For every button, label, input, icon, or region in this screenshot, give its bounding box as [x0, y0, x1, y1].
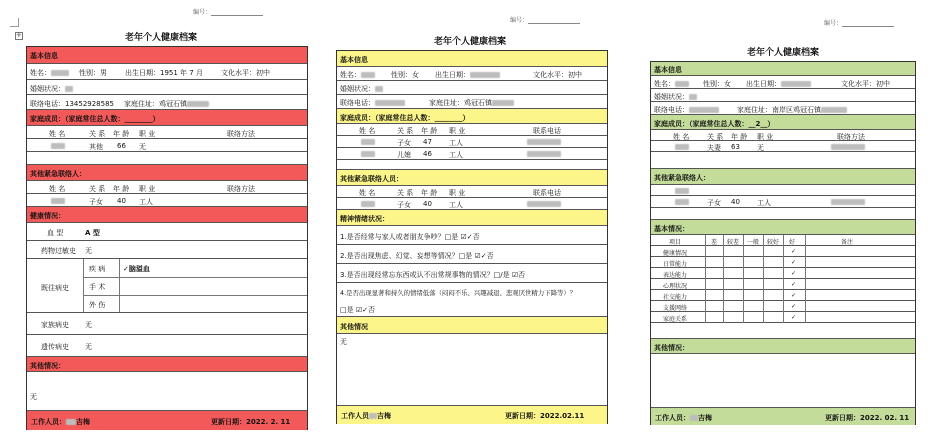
section-basic-info: 基本信息 [337, 51, 607, 67]
row-name: 姓名： 性别：女 出生日期： 文化水平：初中 [651, 76, 915, 89]
row-contact: 联络电话： 家庭住址：鸡冠石镇 [337, 95, 607, 109]
row-marital: 婚姻状况： [27, 80, 307, 95]
other-body: 无 [27, 372, 307, 411]
section-family: 家庭成员：（家庭常住总人数：__2__） [651, 115, 915, 130]
row-marital: 婚姻状况： [337, 81, 607, 95]
table-move-icon[interactable]: ✛ [16, 32, 22, 39]
question-4: 4.是否出现显著和持久的情绪低落（闷闷不乐、兴趣减退、悲观厌世精力下降等）？ □是 ☑✓否 [337, 283, 607, 317]
section-basic-info: 基本信息 [27, 47, 307, 64]
emergency-table-row: 子女 40 工人 [27, 194, 307, 207]
condition-row: 表达能力 ✓ [651, 268, 915, 279]
row-family-history: 家族病史 无 [27, 313, 307, 335]
footer-row: 工作人员 吉梅 更新日期：2022.02.11 [337, 406, 607, 424]
page-title: 老年个人健康档案 [433, 37, 506, 47]
emergency-table-row: 子女 40 工人 [651, 196, 915, 208]
condition-row: 心理状况 ✓ [651, 279, 915, 290]
number-field: 编号： [510, 15, 580, 24]
row-name: 姓名： 性别：女 出生日期： 文化水平：初中 [337, 67, 607, 81]
emergency-table-row: 子女 40 工人 [337, 198, 607, 210]
condition-row: 支援网络 ✓ [651, 301, 915, 312]
page-3 [638, 0, 928, 440]
section-other: 其他情况： [27, 357, 307, 372]
page-2 [325, 0, 615, 440]
condition-row: 家庭关系 ✓ [651, 312, 915, 323]
section-emergency: 其他紧急联络人： [651, 169, 915, 185]
family-table-head: 姓 名 关 系 年 龄 职 业 联系电话 [337, 124, 607, 136]
row-contact: 联络电话： 家庭住址：南岸区鸡冠石镇 [651, 102, 915, 115]
row-allergy: 药物过敏史 无 [27, 241, 307, 259]
page-1 [8, 0, 314, 440]
condition-row: 健康情况 ✓ [651, 246, 915, 257]
family-table-row: 夫妻 63 无 [651, 141, 915, 152]
page-title: 老年个人健康档案 [124, 33, 197, 43]
row-name: 姓名： 性别：男 出生日期：1951 年 7 月 文化水平：初中 [27, 64, 307, 80]
section-emergency: 其他紧急联络人员： [337, 170, 607, 186]
section-mental: 精神情绪状况： [337, 210, 607, 226]
family-table-head: 姓 名 关 系 年 龄 职 业 联络方法 [651, 130, 915, 141]
family-table-empty [27, 152, 307, 165]
family-table-head: 姓 名 关 系 年 龄 职 业 联络方法 [27, 126, 307, 139]
emergency-table-head: 姓 名 关 系 年 龄 职 业 联系电话 [337, 186, 607, 198]
emergency-table-empty [651, 208, 915, 220]
emergency-table-head: 姓 名 关 系 年 龄 职 业 联络方法 [27, 181, 307, 194]
number-field: 编号： [193, 7, 263, 16]
condition-table-head: 项目 差 较差 一般 较好 好 备注 [651, 235, 915, 246]
section-family: 家庭成员：（家庭常住总人数：________） [337, 109, 607, 124]
section-emergency: 其他紧急联络人： [27, 165, 307, 181]
emergency-table-row [651, 185, 915, 196]
footer-row: 工作人员： 吉梅 更新日期：2022. 02. 11 [651, 408, 915, 425]
row-contact: 联络电话：13452928585 家庭住址：鸡冠石镇 [27, 95, 307, 110]
section-family: 家庭成员：（家庭常住总人数：________） [27, 110, 307, 126]
family-table-empty [337, 160, 607, 170]
family-table-row: 其他 66 无 [27, 139, 307, 152]
page-title: 老年个人健康档案 [746, 48, 819, 58]
question-2: 2.是否出现焦虑、幻觉、妄想等情况？□是 ☑✓否 [337, 245, 607, 264]
other-body: 无 [337, 334, 607, 406]
section-basic-info: 基本信息 [651, 62, 915, 76]
record-form [26, 46, 308, 430]
condition-table-empty [651, 323, 915, 339]
question-1: 1.是否经常与家人或者朋友争吵？□是 ☑✓否 [337, 226, 607, 245]
row-marital: 婚姻状况： [651, 89, 915, 102]
record-form [650, 61, 916, 425]
footer-row: 工作人员： 吉梅 更新日期：2022. 2. 11 [27, 411, 307, 430]
section-other: 其他情况 [337, 317, 607, 334]
row-past-history: 既往病史 疾 病 ✓脑溢血 手 术 外 伤 [27, 259, 307, 313]
family-table-row: 子女 47 工人 [337, 136, 607, 148]
section-other: 其他情况： [651, 339, 915, 354]
record-form [336, 50, 608, 424]
row-genetic-history: 遗传病史 无 [27, 335, 307, 357]
number-field: 编号： [824, 18, 894, 27]
other-body [651, 354, 915, 408]
section-basic-condition: 基本情况： [651, 220, 915, 235]
section-health: 健康情况： [27, 207, 307, 223]
condition-row: 日常能力 ✓ [651, 257, 915, 268]
condition-row: 社交能力 ✓ [651, 290, 915, 301]
row-blood: 血 型 A 型 [27, 223, 307, 241]
family-table-row: 儿媳 46 工人 [337, 148, 607, 160]
question-3: 3.是否出现经常忘东西或认不出常规事物的情况？□/是 ☑否 [337, 264, 607, 283]
family-table-empty [651, 152, 915, 169]
